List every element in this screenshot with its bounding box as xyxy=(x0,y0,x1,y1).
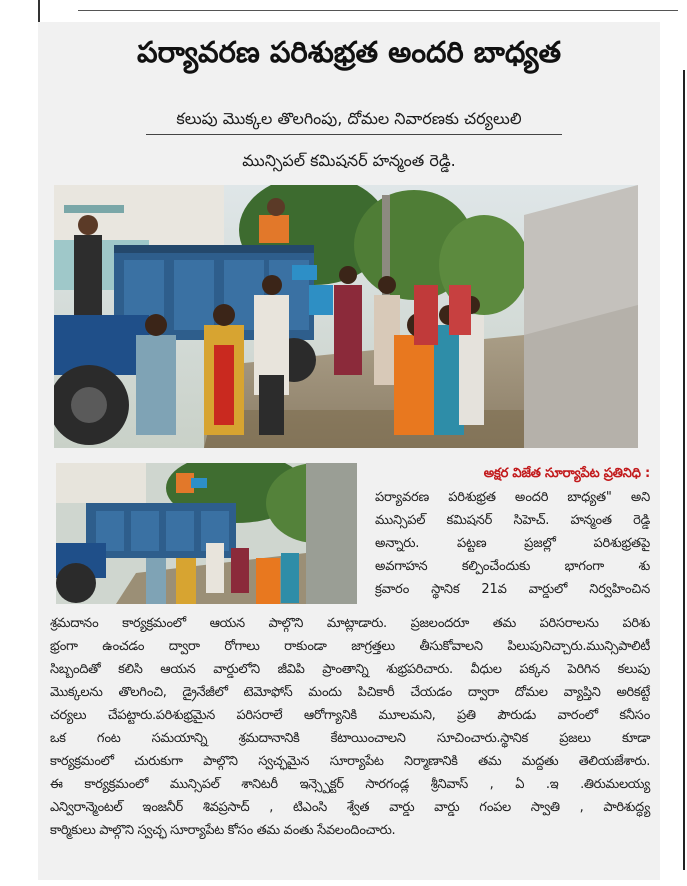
body-text-line: భ్రంగా ఉంచడం ద్వారా రోగాలు రాకుండా జాగ్రత్తలు తీసుకోవాలని పిలుపునిచ్చారు.మున్సిపాలిటీ xyxy=(50,639,650,654)
main-photo xyxy=(54,185,638,448)
column-rule-right xyxy=(683,70,685,870)
body-text-line: ఈ కార్యక్రమంలో మున్సిపల్ శానిటరీ ఇన్స్పెక్టర్ సారగండ్ల శ్రీనివాస్ , ఏ .ఇ .తిరుమలయ్య xyxy=(50,777,650,792)
column-text-line: పర్యావరణ పరిశుభ్రత అందరి బాధ్యత" అని xyxy=(375,490,650,505)
subheading-divider xyxy=(146,134,562,135)
headline: పర్యావరణ పరిశుభ్రత అందరి బాధ్యత xyxy=(136,35,562,69)
secondary-photo xyxy=(56,463,357,604)
column-rule-top xyxy=(38,0,40,22)
header-rule xyxy=(78,10,678,11)
body-text-line: శ్రమదానం కార్యక్రమంలో ఆయన పాల్గొని మాట్లాడారు. ప్రజలందరూ తమ పరిసరాలను పరిశు xyxy=(50,616,650,631)
column-text-line: మున్సిపల్ కమిషనర్ సిహెచ్. హన్మంత రెడ్డి xyxy=(375,513,650,528)
column-text-line: అన్నారు. పట్టణ ప్రజల్లో పరిశుభ్రతపై xyxy=(375,536,650,551)
body-text-line: కార్యక్రమంలో చురుకుగా పాల్గొని స్వచ్ఛమైన సూర్యాపేట నిర్మాణానికి తమ మద్దతు తెలియజేశారు. xyxy=(50,754,650,769)
subheading-1: కలుపు మొక్కల తొలగింపు, దోమల నివారణకు చర్యలులి xyxy=(176,109,522,128)
byline: అక్షర విజేత సూర్యాపేట ప్రతినిధి : xyxy=(483,466,650,481)
column-text-line: క్రవారం స్థానిక 21వ వార్డులో నిర్వహించిన xyxy=(375,582,650,597)
body-text-line: ఎన్విరాన్మెంటల్ ఇంజనీర్ శివప్రసాద్ , టిఎంసి శ్వేత వార్డు వార్డు గంపల స్వాతి , పారిశుద్ధ్య xyxy=(50,800,650,815)
body-text-line: మొక్కలను తొలగించి, డ్రైనేజీలో టెమోఫోస్ మందు పిచికారీ చేయడం ద్వారా దోమల వ్యాప్తిని అరికట్టే xyxy=(50,685,650,700)
column-text-line: అవగాహన కల్పించేందుకు భాగంగా శు xyxy=(375,559,650,574)
subheading-2: మున్సిపల్ కమిషనర్ హన్మంత రెడ్డి. xyxy=(242,151,456,170)
body-text-line: సిబ్బందితో కలిసి ఆయన వార్డులోని జీవిపి ప్రాంతాన్ని శుభ్రపరిచారు. వీధుల పక్కన పెరిగిన కలుపు xyxy=(50,662,650,677)
body-text-line: ఒక గంట సమయాన్ని శ్రమదానానికి కేటాయించాలని సూచించారు.స్థానిక ప్రజలు కూడా xyxy=(50,731,650,746)
body-text-line: కార్మికులు పాల్గొని స్వచ్ఛ సూర్యాపేట కోసం తమ వంతు సేవలందించారు. xyxy=(50,823,396,838)
news-clipping xyxy=(38,22,660,880)
body-text-line: చర్యలు చేపట్టారు.పరిశుభ్రమైన పరిసరాలే ఆరోగ్యానికి మూలమని, ప్రతి పౌరుడు వారంలో కనీసం xyxy=(50,708,650,723)
